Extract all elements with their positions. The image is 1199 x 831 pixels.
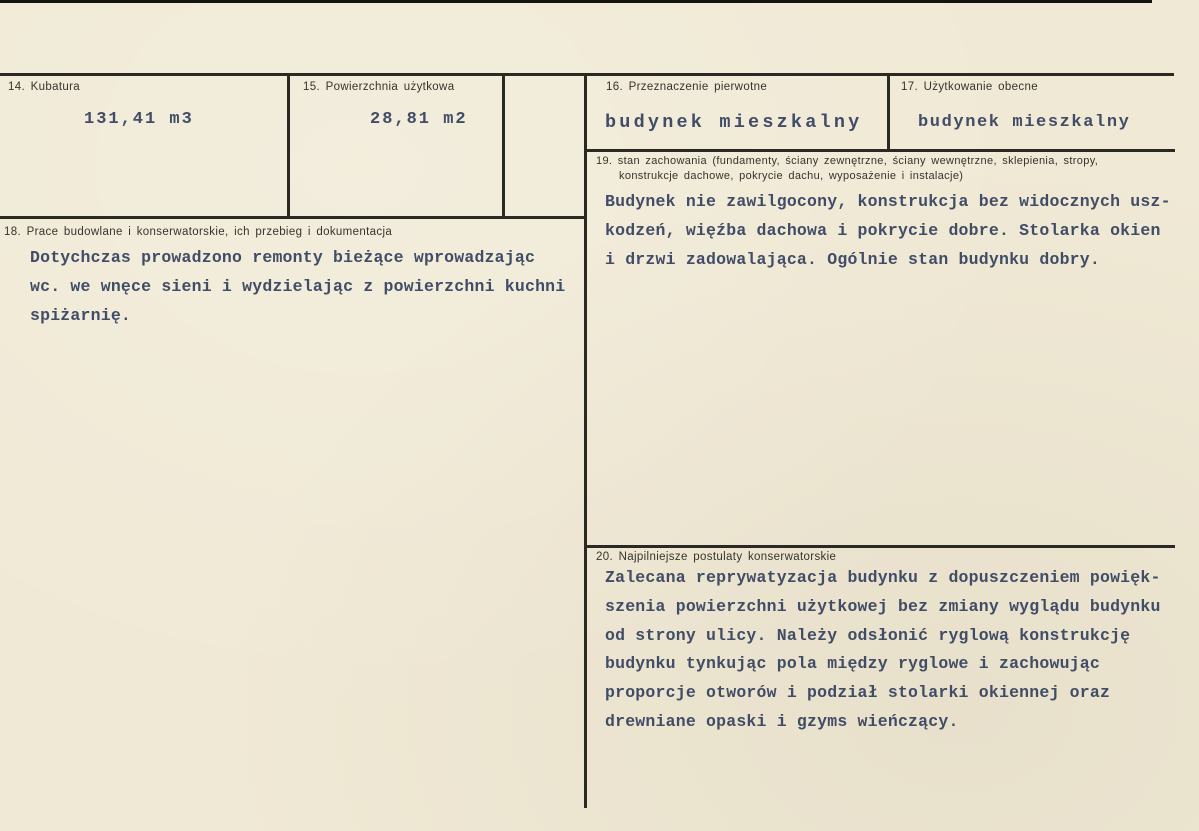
field-20-text-line: Zalecana reprywatyzacja budynku z dopuszczeniem powięk- <box>605 568 1161 587</box>
rule-leftbox-right-border <box>502 73 505 219</box>
rule-divider-16-17 <box>887 73 890 152</box>
field-20-text-line: od strony ulicy. Należy odsłonić ryglową konstrukcję <box>605 625 1131 645</box>
field-19-label-line2: konstrukcje dachowe, pokrycie dachu, wyposażenie i instalacje) <box>619 170 964 182</box>
field-20-text <box>605 564 1161 737</box>
field-16-value: budynek mieszkalny <box>605 112 863 133</box>
field-14-value: 131,41 m3 <box>84 110 194 129</box>
field-17-label: 17. Użytkowanie obecne <box>901 81 1038 93</box>
rule-top-horizontal <box>0 73 1174 76</box>
field-20-text-line: drewniane opaski i gzyms wieńczący. <box>605 711 959 731</box>
rule-center-vertical-divider <box>584 73 587 808</box>
field-20-label: 20. Najpilniejsze postulaty konserwatorskie <box>596 551 837 563</box>
field-19-label: 19. stan zachowania (fundamenty, ściany zewnętrzne, ściany wewnętrzne, sklepienia, stropy, <box>596 155 1099 167</box>
field-18-label: 18. Prace budowlane i konserwatorskie, ich przebieg i dokumentacja <box>4 226 393 238</box>
rule-16-17-bottom <box>584 149 1175 152</box>
field-15-value: 28,81 m2 <box>370 110 468 129</box>
rule-leftbox-bottom <box>0 216 587 219</box>
field-19-text <box>605 188 1171 274</box>
field-15-label: 15. Powierzchnia użytkowa <box>303 81 455 93</box>
field-19-text-line: i drzwi zadowalająca. Ogólnie stan budynku dobry. <box>605 249 1100 269</box>
field-19-text-line: kodzeń, więźba dachowa i pokrycie dobre. Stolarka okien <box>605 220 1161 240</box>
field-18-text <box>30 244 565 330</box>
scan-edge-top <box>0 0 1152 3</box>
field-17-value: budynek mieszkalny <box>918 113 1131 132</box>
field-14-label: 14. Kubatura <box>8 81 81 93</box>
field-18-text-line: wc. we wnęce sieni i wydzielając z powierzchni kuchni <box>30 276 566 296</box>
field-16-label: 16. Przeznaczenie pierwotne <box>606 81 768 93</box>
field-18-text-line: spiżarnię. <box>30 305 132 325</box>
field-18-text-line: Dotychczas prowadzono remonty bieżące wprowadzając <box>30 248 536 267</box>
field-19-text-line: Budynek nie zawilgocony, konstrukcja bez widocznych usz- <box>605 192 1171 211</box>
rule-divider-14-15 <box>287 73 290 219</box>
rule-19-bottom <box>584 545 1175 548</box>
field-20-text-line: budynku tynkując pola między ryglowe i zachowując <box>605 654 1100 674</box>
field-20-text-line: szenia powierzchni użytkowej bez zmiany wyglądu budynku <box>605 596 1161 616</box>
field-20-text-line: proporcje otworów i podział stolarki okiennej oraz <box>605 683 1111 703</box>
